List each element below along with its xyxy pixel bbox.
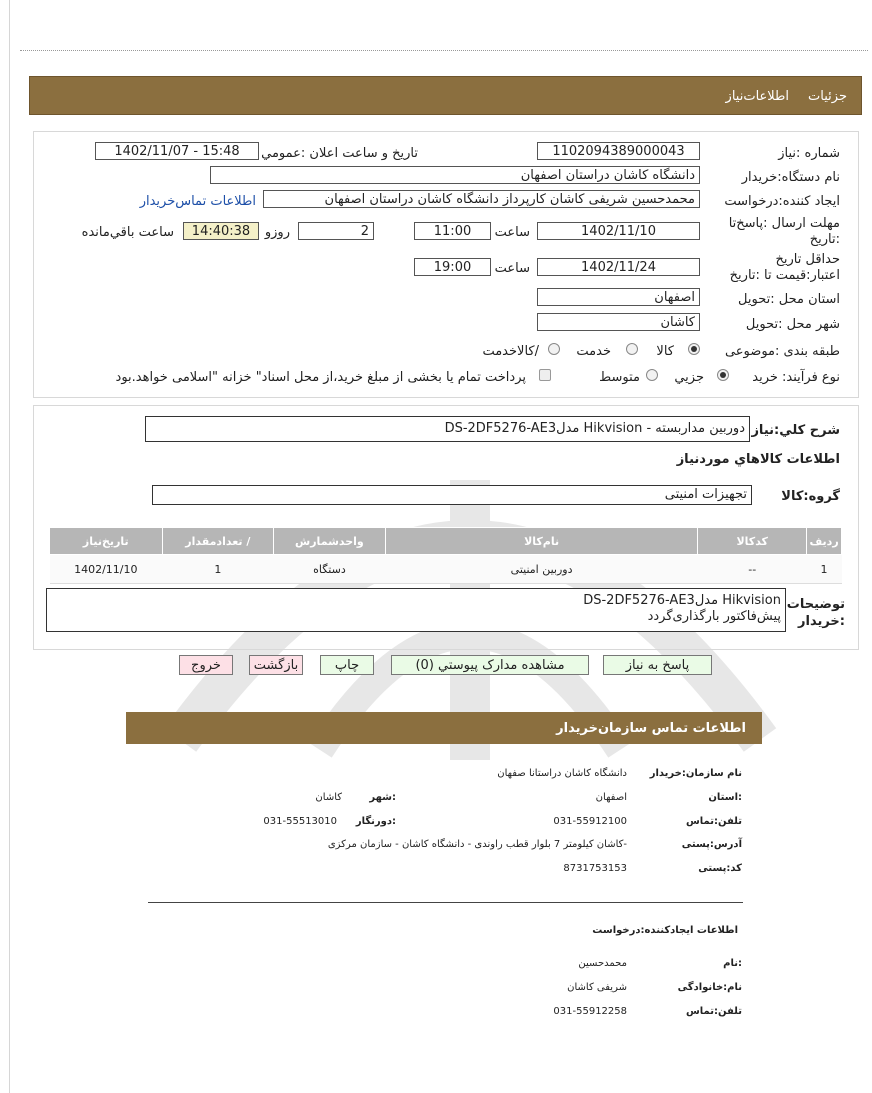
- creator-phone-label: تلفن:تماس: [685, 1006, 742, 1017]
- category-radio-goods[interactable]: [688, 343, 700, 355]
- org-province-value: اصفهان: [595, 792, 627, 803]
- cell-unit: دستگاه: [274, 555, 386, 584]
- creator-name-label: :نام: [723, 958, 742, 969]
- attachments-button[interactable]: مشاهده مدارک پیوستي (0): [391, 655, 589, 675]
- category-option-goods: کالا: [656, 344, 674, 359]
- org-fax-label: :دورنگار: [355, 816, 396, 827]
- city-field: کاشان: [537, 313, 700, 331]
- announce-label: تاریخ و ساعت اعلان :عمومي: [261, 146, 418, 161]
- exit-button[interactable]: خروج: [179, 655, 233, 675]
- deadline-time-label: ساعت: [494, 225, 530, 240]
- org-name-label: نام سازمان:خریدار: [649, 768, 742, 779]
- creator-field: محمدحسین شریفی کاشان کارپرداز دانشگاه کاشان دراستان اصفهان: [263, 190, 700, 208]
- creator-family-value: شریفی کاشان: [567, 982, 627, 993]
- goods-group-label: گروه:کالا: [781, 489, 840, 504]
- creator-name-value: محمدحسین: [578, 958, 627, 969]
- category-option-service: خدمت: [576, 344, 611, 359]
- days-field: 2: [298, 222, 374, 240]
- cell-qty: 1: [162, 555, 273, 584]
- goods-table: [49, 527, 842, 584]
- org-postal-value: 8731753153: [563, 863, 627, 874]
- general-desc-label: شرح کلي:نیاز: [751, 423, 840, 438]
- org-contact-bar: [126, 712, 762, 744]
- need-number-field: 1102094389000043: [537, 142, 700, 160]
- org-city-label: :شهر: [369, 792, 396, 803]
- org-phone-value: 031-55912100: [553, 816, 627, 827]
- creator-phone-value: 031-55912258: [553, 1006, 627, 1017]
- page-header-bar: [29, 76, 862, 115]
- buyer-notes-line-2: پیش‌فاکتور بارگذاری‌گردد: [647, 609, 781, 624]
- general-desc-field: دوربین مداربسته - Hikvision مدلDS-2DF5276-AE3: [145, 416, 750, 442]
- col-date: تاریخ‌نیاز: [50, 528, 163, 555]
- goods-info-title: اطلاعات کالاهاي موردنیاز: [676, 452, 840, 467]
- tab-need-info[interactable]: اطلاعات‌نیاز: [725, 89, 789, 104]
- cell-name: دوربین امنیتی: [385, 555, 698, 584]
- buyer-contact-link[interactable]: اطلاعات تماس‌خریدار: [139, 194, 256, 209]
- org-postal-label: کد:پستی: [698, 863, 742, 874]
- org-address-label: آدرس:پستی: [681, 839, 742, 850]
- province-label: استان محل :تحویل: [738, 292, 840, 307]
- org-address-value: -کاشان کیلومتر 7 بلوار قطب راوندی - دانشگاه کاشان - سازمان مرکزی: [327, 839, 627, 850]
- col-row: ردیف: [807, 528, 842, 555]
- process-option-minor: جزیي: [674, 370, 704, 385]
- remaining-label: ساعت باقي‌مانده: [81, 225, 174, 240]
- announce-field: 1402/11/07 - 15:48: [95, 142, 259, 160]
- need-number-label: شماره :نیاز: [778, 146, 840, 161]
- buyer-org-label: نام دستگاه:خریدار: [741, 170, 840, 185]
- org-fax-value: 031-55513010: [263, 816, 337, 827]
- deadline-label: مهلت ارسال :پاسخ‌تا :تاریخ: [728, 216, 840, 247]
- category-radio-service[interactable]: [626, 343, 638, 355]
- cell-row: 1: [807, 555, 842, 584]
- back-button[interactable]: بازگشت: [249, 655, 303, 675]
- province-field: اصفهان: [537, 288, 700, 306]
- deadline-time-field: 11:00: [414, 222, 491, 240]
- col-code: کدکالا: [698, 528, 807, 555]
- org-city-value: کاشان: [315, 792, 342, 803]
- creator-family-label: نام:خانوادگی: [677, 982, 742, 993]
- creator-contact-title: اطلاعات ایجادکننده:درخواست: [592, 925, 738, 936]
- org-phone-label: تلفن:تماس: [685, 816, 742, 827]
- org-province-label: :استان: [708, 792, 742, 803]
- days-label: روزو: [264, 225, 290, 240]
- process-option-medium: متوسط: [599, 370, 640, 385]
- process-radio-minor[interactable]: [717, 369, 729, 381]
- remaining-time-field: 14:40:38: [183, 222, 259, 240]
- treasury-checkbox[interactable]: [539, 369, 551, 381]
- col-unit: واحدشمارش: [274, 528, 386, 555]
- table-row: [50, 555, 842, 584]
- creator-label: ایجاد کننده:درخواست: [724, 194, 840, 209]
- col-qty: / تعدادمقدار: [162, 528, 273, 555]
- category-label: طبقه بندی :موضوعی: [724, 344, 840, 359]
- buyer-notes-field: [46, 588, 786, 632]
- treasury-payment-note: پرداخت تمام یا بخشی از مبلغ خرید،از محل اسناد" خزانه "اسلامی خواهد.بود: [115, 370, 526, 385]
- buyer-notes-line-1: Hikvision مدلDS-2DF5276-AE3: [583, 593, 781, 608]
- reply-button[interactable]: پاسخ به نیاز: [603, 655, 712, 675]
- category-option-goods-service: /کالاخدمت: [482, 344, 539, 359]
- col-name: نام‌کالا: [385, 528, 698, 555]
- top-divider: [20, 50, 868, 51]
- cell-date: 1402/11/10: [50, 555, 163, 584]
- process-label: نوع فرآیند: خرید: [752, 370, 840, 385]
- validity-label: حداقل تاریخ اعتبار:قیمت تا :تاریخ: [729, 252, 840, 283]
- city-label: شهر محل :تحویل: [745, 317, 840, 332]
- validity-date-field: 1402/11/24: [537, 258, 700, 276]
- buyer-org-field: دانشگاه کاشان دراستان اصفهان: [210, 166, 700, 184]
- org-contact-title: اطلاعات تماس سازمان‌خریدار: [556, 721, 746, 736]
- process-radio-medium[interactable]: [646, 369, 658, 381]
- org-name-value: دانشگاه کاشان دراستانا صفهان: [497, 768, 627, 779]
- validity-time-field: 19:00: [414, 258, 491, 276]
- section-divider: [148, 902, 743, 903]
- tab-details[interactable]: جزئیات: [808, 89, 847, 104]
- category-radio-goods-service[interactable]: [548, 343, 560, 355]
- cell-code: --: [698, 555, 807, 584]
- left-border: [9, 0, 10, 1093]
- buyer-notes-label: توضیحات :خریدار: [786, 597, 845, 629]
- deadline-date-field: 1402/11/10: [537, 222, 700, 240]
- print-button[interactable]: چاپ: [320, 655, 374, 675]
- table-header-row: [50, 528, 842, 555]
- validity-time-label: ساعت: [494, 261, 530, 276]
- goods-group-field: تجهیزات امنیتی: [152, 485, 752, 505]
